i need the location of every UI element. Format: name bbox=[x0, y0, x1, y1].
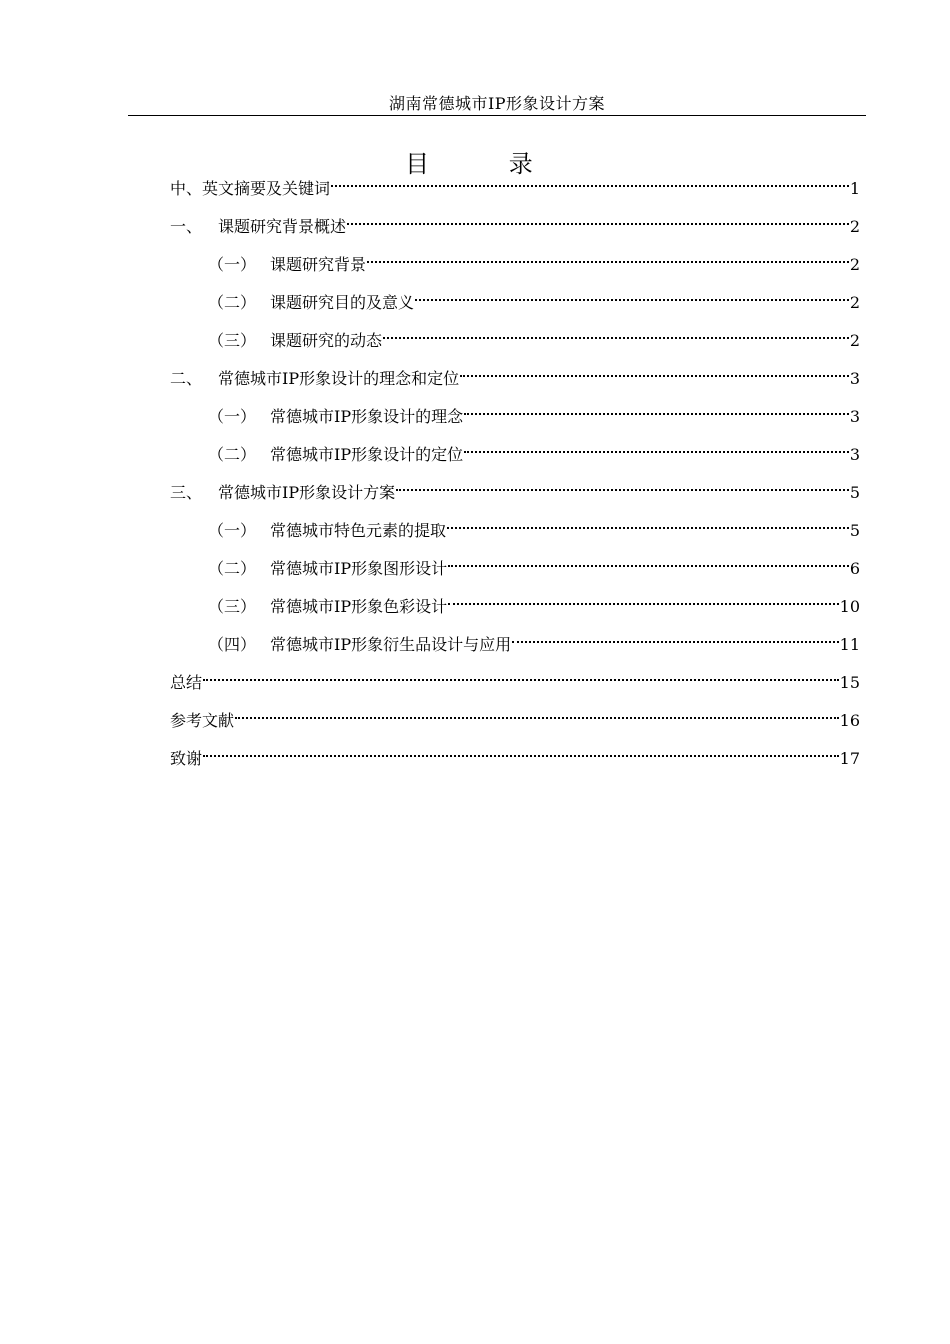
toc-entry-text: 课题研究背景 bbox=[270, 255, 367, 274]
toc-entry[interactable] bbox=[170, 358, 860, 388]
toc-entry-text: 常德城市特色元素的提取 bbox=[270, 521, 447, 540]
toc-leader-dots bbox=[383, 320, 849, 346]
toc-entry[interactable] bbox=[208, 282, 860, 312]
toc-leader-dots bbox=[448, 548, 849, 574]
toc-entry-text: 课题研究的动态 bbox=[270, 331, 383, 350]
toc-entry-text: 参考文献 bbox=[170, 711, 235, 730]
toc-page-number: 15 bbox=[839, 673, 860, 692]
toc-entry-text: 常德城市IP形象色彩设计 bbox=[270, 597, 448, 616]
toc-entry-number: （四） bbox=[208, 635, 257, 654]
toc-page-number: 2 bbox=[849, 255, 860, 274]
toc-entry-number: 一、 bbox=[170, 217, 203, 236]
toc-entry[interactable] bbox=[208, 586, 860, 616]
toc-entry-text: 常德城市IP形象设计的理念 bbox=[270, 407, 464, 426]
toc-page-number: 10 bbox=[839, 597, 860, 616]
toc-leader-dots bbox=[203, 662, 839, 688]
toc-entry-number: （二） bbox=[208, 445, 257, 464]
toc-page-number: 2 bbox=[849, 331, 860, 350]
toc-entry[interactable] bbox=[208, 244, 860, 274]
toc-entry[interactable] bbox=[170, 738, 860, 768]
toc-leader-dots bbox=[347, 206, 849, 232]
toc-entry-text: 常德城市IP形象衍生品设计与应用 bbox=[270, 635, 512, 654]
toc-page-number: 17 bbox=[839, 749, 860, 768]
toc-entry-number: （二） bbox=[208, 559, 257, 578]
toc-entry-text: 总结 bbox=[170, 673, 203, 692]
toc-page-number: 2 bbox=[849, 217, 860, 236]
toc-entry-number: （一） bbox=[208, 255, 257, 274]
toc-entry-number: （二） bbox=[208, 293, 257, 312]
toc-entry[interactable] bbox=[170, 168, 860, 198]
toc-entry[interactable] bbox=[208, 548, 860, 578]
toc-entry-text: 常德城市IP形象设计的理念和定位 bbox=[218, 369, 460, 388]
toc-leader-dots bbox=[512, 624, 839, 650]
toc-leader-dots bbox=[396, 472, 849, 498]
toc-entry-number: （三） bbox=[208, 597, 257, 616]
toc-leader-dots bbox=[331, 168, 849, 194]
toc-entry[interactable] bbox=[170, 662, 860, 692]
toc-leader-dots bbox=[447, 510, 849, 536]
toc-entry[interactable] bbox=[208, 396, 860, 426]
toc-page-number: 2 bbox=[849, 293, 860, 312]
toc-entry-text: 课题研究目的及意义 bbox=[270, 293, 415, 312]
toc-entry-text: 常德城市IP形象设计方案 bbox=[218, 483, 396, 502]
running-header: 湖南常德城市IP形象设计方案 bbox=[388, 94, 606, 113]
toc-page-number: 16 bbox=[839, 711, 860, 730]
toc-entry-number: 三、 bbox=[170, 483, 203, 502]
toc-entry[interactable] bbox=[170, 700, 860, 730]
toc-entry[interactable] bbox=[170, 472, 860, 502]
toc-page-number: 3 bbox=[849, 407, 860, 426]
toc-entry-number: （一） bbox=[208, 521, 257, 540]
toc-leader-dots bbox=[448, 586, 839, 612]
toc-entry[interactable] bbox=[208, 320, 860, 350]
toc-leader-dots bbox=[415, 282, 849, 308]
toc-page-number: 6 bbox=[849, 559, 860, 578]
toc-entry[interactable] bbox=[208, 624, 860, 654]
toc-entry-number: （一） bbox=[208, 407, 257, 426]
toc-leader-dots bbox=[203, 738, 839, 764]
toc-entry-text: 常德城市IP形象设计的定位 bbox=[270, 445, 464, 464]
toc-entry-text: 课题研究背景概述 bbox=[218, 217, 347, 236]
toc-entry-text: 常德城市IP形象图形设计 bbox=[270, 559, 448, 578]
header-rule bbox=[128, 115, 866, 116]
toc-entry-text: 中、英文摘要及关键词 bbox=[170, 179, 331, 198]
toc-leader-dots bbox=[464, 396, 849, 422]
toc-entry-text: 致谢 bbox=[170, 749, 203, 768]
toc-page-number: 5 bbox=[849, 483, 860, 502]
toc-leader-dots bbox=[464, 434, 849, 460]
toc-page-number: 3 bbox=[849, 445, 860, 464]
toc-page-number: 1 bbox=[849, 179, 860, 198]
toc-entry[interactable] bbox=[170, 206, 860, 236]
toc-entry-number: 二、 bbox=[170, 369, 203, 388]
toc-page-number: 5 bbox=[849, 521, 860, 540]
toc-leader-dots bbox=[460, 358, 849, 384]
toc-page-number: 3 bbox=[849, 369, 860, 388]
toc-entry-number: （三） bbox=[208, 331, 257, 350]
toc-leader-dots bbox=[367, 244, 849, 270]
toc-entry[interactable] bbox=[208, 434, 860, 464]
toc-entry[interactable] bbox=[208, 510, 860, 540]
toc-title: 目 录 bbox=[405, 150, 569, 178]
toc-page-number: 11 bbox=[839, 635, 860, 654]
toc-leader-dots bbox=[235, 700, 839, 726]
